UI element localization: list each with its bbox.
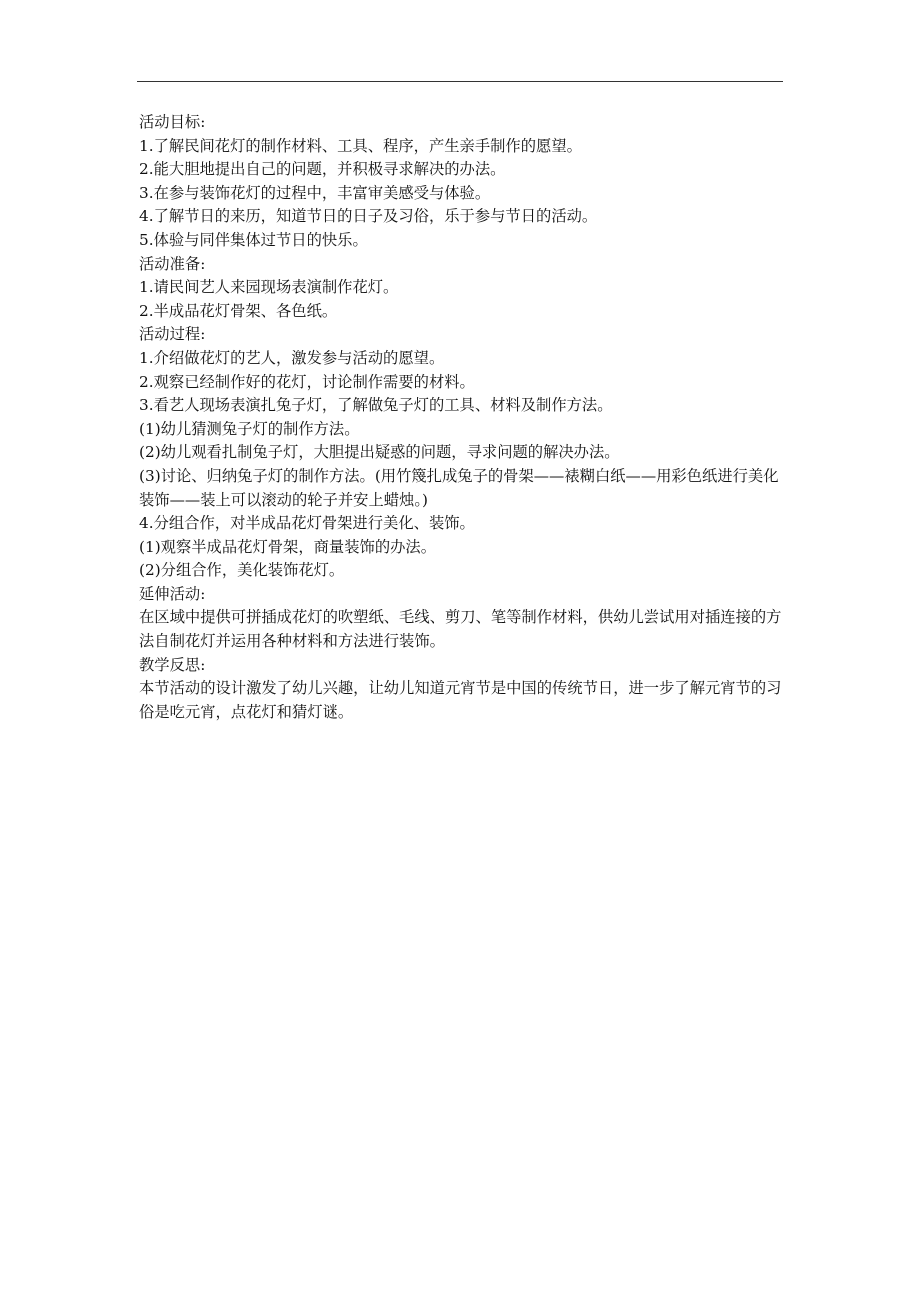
process-subitem: (1)幼儿猜测兔子灯的制作方法。 bbox=[139, 419, 360, 438]
header-rule bbox=[137, 81, 783, 82]
document-body bbox=[139, 111, 787, 724]
process-item: 2.观察已经制作好的花灯，讨论制作需要的材料。 bbox=[139, 372, 475, 391]
section-heading-process: 活动过程: bbox=[139, 325, 206, 344]
section-heading-preparation: 活动准备: bbox=[139, 254, 206, 273]
goal-item: 4.了解节日的来历，知道节日的日子及习俗，乐于参与节日的活动。 bbox=[139, 207, 598, 226]
preparation-item: 2.半成品花灯骨架、各色纸。 bbox=[139, 301, 338, 320]
preparation-item: 1.请民间艺人来园现场表演制作花灯。 bbox=[139, 278, 399, 297]
section-heading-goals: 活动目标: bbox=[139, 113, 206, 131]
extension-paragraph: 在区域中提供可拼插成花灯的吹塑纸、毛线、剪刀、笔等制作材料，供幼儿尝试用对插连接的方法自制花灯并运用各种材料和方法进行装饰。 bbox=[139, 608, 782, 651]
goal-item: 1.了解民间花灯的制作材料、工具、程序，产生亲手制作的愿望。 bbox=[139, 136, 582, 155]
process-subitem: (2)幼儿观看扎制兔子灯，大胆提出疑惑的问题，寻求问题的解决办法。 bbox=[139, 443, 620, 462]
process-subitem: (2)分组合作，美化装饰花灯。 bbox=[139, 561, 345, 580]
goal-item: 2.能大胆地提出自己的问题，并积极寻求解决的办法。 bbox=[139, 160, 506, 179]
section-heading-extension: 延伸活动: bbox=[139, 584, 206, 603]
process-item: 4.分组合作，对半成品花灯骨架进行美化、装饰。 bbox=[139, 514, 475, 533]
process-item: 1.介绍做花灯的艺人，激发参与活动的愿望。 bbox=[139, 348, 445, 367]
goal-item: 5.体验与同伴集体过节日的快乐。 bbox=[139, 230, 368, 249]
reflection-paragraph: 本节活动的设计激发了幼儿兴趣，让幼儿知道元宵节是中国的传统节日，进一步了解元宵节的习俗是吃元宵，点花灯和猜灯谜。 bbox=[139, 679, 782, 721]
process-item: 3.看艺人现场表演扎兔子灯，了解做兔子灯的工具、材料及制作方法。 bbox=[139, 396, 613, 415]
goal-item: 3.在参与装饰花灯的过程中，丰富审美感受与体验。 bbox=[139, 183, 491, 202]
process-subitem: (1)观察半成品花灯骨架，商量装饰的办法。 bbox=[139, 537, 437, 556]
section-heading-reflection: 教学反思: bbox=[139, 655, 206, 674]
process-subitem: (3)讨论、归纳兔子灯的制作方法。(用竹篾扎成兔子的骨架——裱糊白纸——用彩色纸进行美化装饰——装上可以滚动的轮子并安上蜡烛。) bbox=[139, 466, 779, 509]
